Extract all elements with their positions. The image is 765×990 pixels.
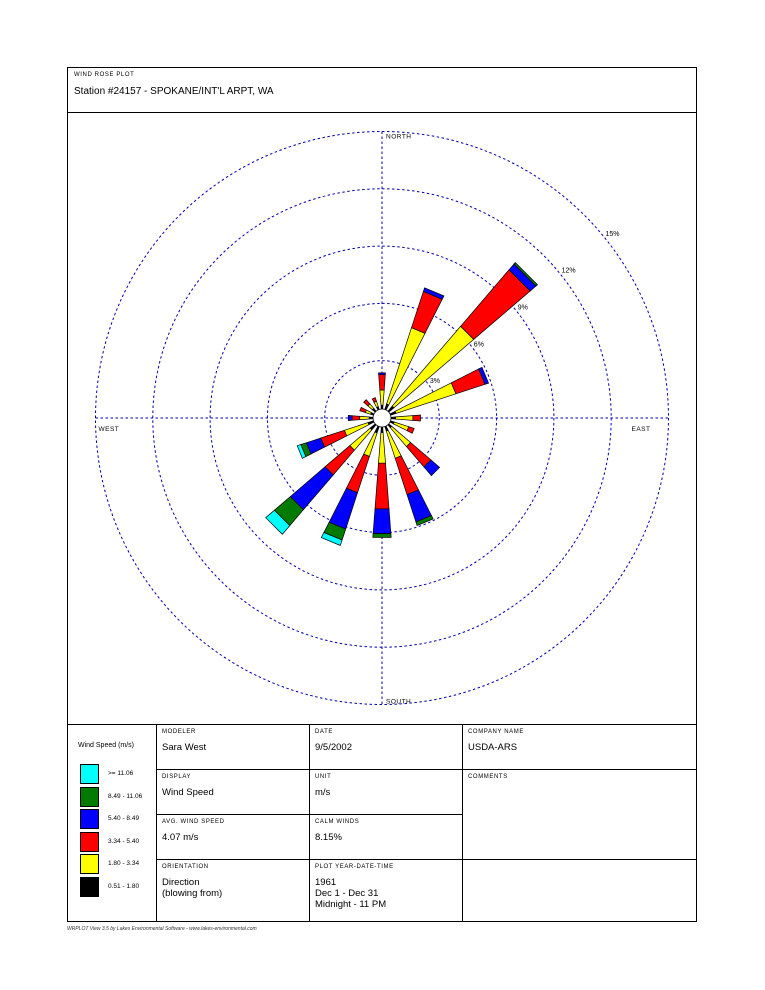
- date-cell: [309, 724, 462, 769]
- legend-label: 8.49 - 11.06: [108, 792, 143, 800]
- ring-label: 9%: [517, 304, 528, 312]
- petal-segment-E-bin-2: [413, 415, 421, 421]
- petal-segment-E-bin-1: [396, 416, 413, 421]
- petal-segment-W-bin-3: [348, 415, 352, 420]
- legend-swatch: [80, 854, 99, 874]
- legend-swatch: [80, 832, 99, 852]
- ring-label: 6%: [473, 341, 484, 349]
- north-label: NORTH: [386, 133, 412, 141]
- period-value: 1961 Dec 1 - Dec 31 Midnight - 11 PM: [315, 877, 387, 910]
- petal-segment-WNW-bin-2: [360, 407, 367, 412]
- period-label: PLOT YEAR-DATE-TIME: [315, 864, 394, 870]
- petal-segment-WSW-bin-2: [321, 430, 347, 447]
- ring-label: 3%: [429, 378, 441, 386]
- calm-winds-value: 8.15%: [315, 832, 342, 843]
- modeler-cell: [156, 724, 309, 769]
- plot-header: [68, 68, 696, 113]
- wind-rose-frame: [67, 67, 697, 922]
- legend-label: 5.40 - 8.49: [108, 815, 140, 822]
- petal-segment-N-bin-3: [379, 373, 386, 375]
- modeler-value: Sara West: [162, 742, 207, 753]
- ring-label: 15%: [605, 230, 620, 238]
- petal-segment-SSE-bin-2: [395, 456, 418, 495]
- plot-title: WIND ROSE PLOT: [74, 72, 135, 78]
- display-label: DISPLAY: [162, 774, 192, 780]
- legend-title: Wind Speed (m/s): [78, 742, 135, 749]
- comments-label: COMMENTS: [468, 774, 508, 780]
- display-cell: [156, 769, 309, 814]
- west-label: WEST: [98, 426, 120, 433]
- unit-value: m/s: [315, 787, 331, 798]
- legend-label: >= 11.06: [108, 770, 134, 777]
- avg-speed-value: 4.07 m/s: [162, 832, 199, 843]
- petal-segment-S-bin-3: [373, 509, 391, 534]
- date-label: DATE: [315, 729, 333, 735]
- legend-label: 3.34 - 5.40: [108, 837, 140, 845]
- comments-cell: [462, 769, 696, 859]
- legend-swatch: [80, 764, 99, 784]
- avg-speed-cell: [156, 814, 309, 859]
- company-label: COMPANY NAME: [468, 729, 524, 735]
- petal-segment-N-bin-1: [380, 390, 384, 405]
- info-panel: [68, 724, 696, 921]
- software-credit: WRPLOT View 3.5 by Lakes Environmental Software - www.lakes-environmental.com: [67, 926, 257, 932]
- unit-cell: [309, 769, 462, 814]
- petal-segment-N-bin-0: [381, 405, 383, 409]
- south-label: SOUTH: [386, 698, 412, 706]
- petal-segment-S-bin-0: [381, 427, 383, 433]
- petal-segment-S-bin-2: [375, 463, 389, 509]
- petal-segment-W-bin-2: [352, 416, 360, 421]
- petal-segment-S-bin-4: [373, 534, 391, 538]
- petal-segment-NNW-bin-2: [372, 398, 376, 403]
- display-value: Wind Speed: [162, 787, 214, 798]
- calm-winds-cell: [309, 814, 462, 859]
- station-name: Station #24157 - SPOKANE/INT'L ARPT, WA: [74, 86, 274, 97]
- petal-segment-W-bin-0: [369, 417, 373, 419]
- legend-swatch: [80, 787, 99, 807]
- center-hub: [373, 409, 391, 427]
- legend-swatch: [80, 877, 99, 897]
- wind-rose-chart: [68, 113, 696, 724]
- petal-segment-SW-bin-2: [325, 446, 354, 475]
- ring-label: 12%: [561, 267, 576, 275]
- company-cell: [462, 724, 696, 769]
- petal-segment-S-bin-1: [379, 433, 386, 464]
- legend-label: 1.80 - 3.34: [108, 860, 140, 867]
- date-value: 9/5/2002: [315, 742, 352, 753]
- period-cell: [309, 859, 462, 921]
- east-label: EAST: [631, 426, 651, 433]
- petal-segment-E-bin-0: [391, 417, 396, 419]
- petal-segment-SSW-bin-3: [329, 488, 357, 529]
- petal-segment-N-bin-2: [379, 375, 386, 390]
- company-value: USDA-ARS: [468, 742, 518, 753]
- orientation-value: Direction (blowing from): [162, 877, 223, 899]
- petal-segment-ESE-bin-2: [407, 427, 414, 434]
- orientation-label: ORIENTATION: [162, 864, 209, 870]
- legend-label: 0.51 - 1.80: [108, 882, 140, 890]
- avg-speed-label: AVG. WIND SPEED: [162, 819, 225, 825]
- unit-label: UNIT: [315, 774, 332, 780]
- calm-winds-label: CALM WINDS: [315, 819, 360, 825]
- modeler-label: MODELER: [162, 729, 196, 735]
- petal-segment-NW-bin-2: [364, 400, 370, 406]
- petal-segment-SSW-bin-0: [375, 426, 379, 433]
- petal-segment-W-bin-1: [360, 416, 370, 419]
- orientation-cell: [156, 859, 309, 921]
- legend-swatch: [80, 809, 99, 829]
